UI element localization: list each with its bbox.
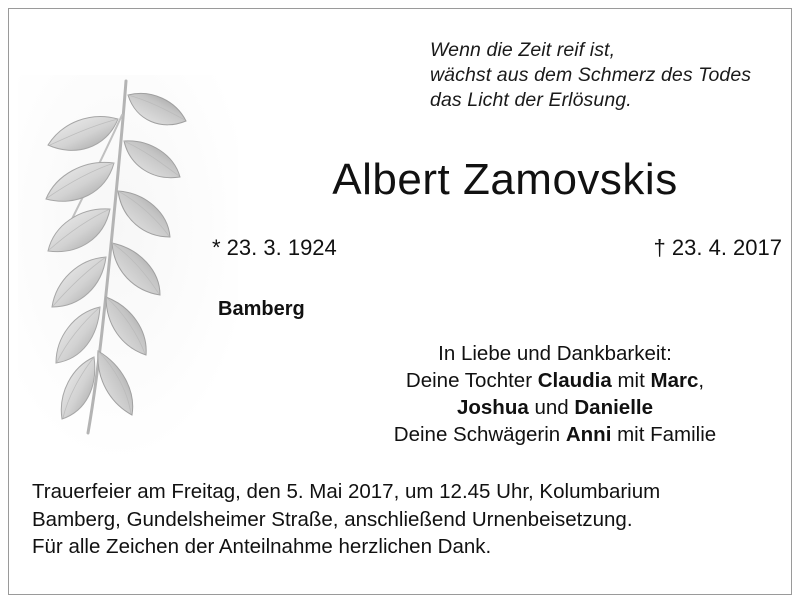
family-name-anni: Anni <box>565 423 612 446</box>
family-text-2: mit <box>611 369 651 392</box>
closing-line-2: Bamberg, Gundelsheimer Straße, anschließend Urnenbeisetzung. <box>32 507 633 531</box>
birth-date: * 23. 3. 1924 <box>212 235 337 260</box>
leafy-branch-icon <box>18 75 238 455</box>
family-line-daughter <box>330 367 780 394</box>
family-text-1: Deine Tochter <box>405 369 538 392</box>
family-text-5: Deine Schwägerin <box>393 423 566 446</box>
deceased-name: Albert Zamovskis <box>332 155 678 204</box>
funeral-details <box>32 478 777 561</box>
family-name-danielle: Danielle <box>574 396 653 419</box>
family-line-children <box>330 394 780 421</box>
place-name: Bamberg <box>218 298 305 320</box>
family-text-3: , <box>698 369 705 392</box>
family-block <box>330 340 780 448</box>
death-date: † 23. 4. 2017 <box>653 235 782 260</box>
memorial-verse <box>430 38 780 113</box>
family-name-joshua: Joshua <box>456 396 529 419</box>
verse-line-2: wächst aus dem Schmerz des Todes <box>430 64 752 86</box>
family-line-sisterinlaw <box>330 421 780 448</box>
family-name-claudia: Claudia <box>537 369 612 392</box>
family-intro: In Liebe und Dankbarkeit: <box>438 342 672 365</box>
closing-line-3: Für alle Zeichen der Anteilnahme herzlichen Dank. <box>32 535 492 558</box>
life-dates <box>212 235 782 261</box>
verse-line-3: das Licht der Erlösung. <box>430 89 632 111</box>
family-text-4: und <box>528 396 575 419</box>
family-text-6: mit Familie <box>611 423 717 446</box>
family-name-marc: Marc <box>650 369 699 392</box>
verse-line-1: Wenn die Zeit reif ist, <box>430 39 616 61</box>
closing-line-1: Trauerfeier am Freitag, den 5. Mai 2017, um 12.45 Uhr, Kolumbarium <box>32 480 661 503</box>
